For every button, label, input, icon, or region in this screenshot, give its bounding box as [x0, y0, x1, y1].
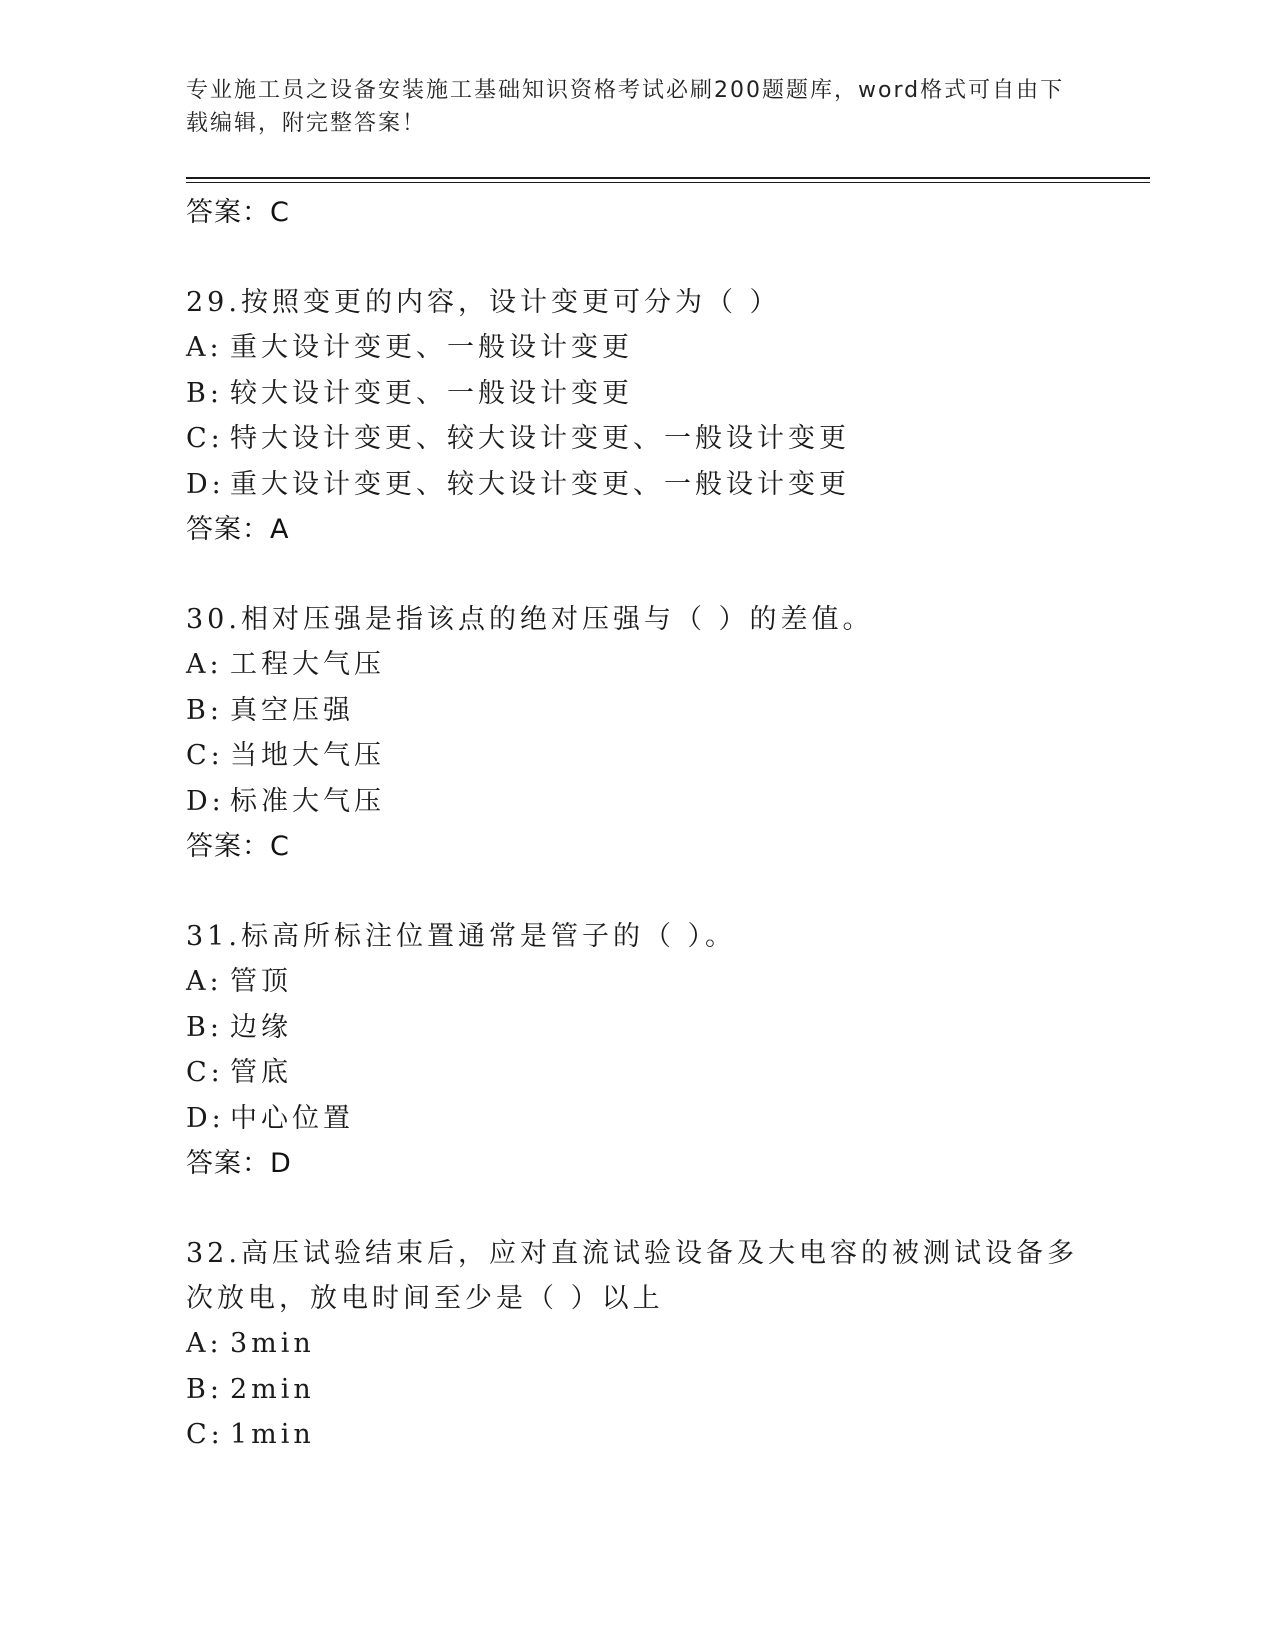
answer-line: 答案：D	[186, 1148, 292, 1179]
question-stem: 32.高压试验结束后，应对直流试验设备及大电容的被测试设备多次放电，放电时间至少是（ ）以上	[186, 1238, 1078, 1314]
option-c	[186, 1050, 1086, 1096]
option-letter: B:	[186, 694, 223, 726]
question-stem: 30.相对压强是指该点的绝对压强与（ ）的差值。	[186, 604, 874, 635]
option-text: 3min	[230, 1328, 315, 1359]
option-letter: A:	[186, 649, 223, 680]
option-text: 2min	[230, 1373, 315, 1405]
option-text: 真空压强	[230, 694, 354, 726]
option-text: 工程大气压	[230, 649, 385, 680]
option-b	[186, 371, 1086, 417]
option-text: 特大设计变更、较大设计变更、一般设计变更	[230, 423, 850, 454]
question-block	[186, 1231, 1086, 1458]
option-letter: C:	[186, 740, 224, 771]
option-b	[186, 1005, 1086, 1051]
option-letter: D:	[186, 785, 225, 817]
question-block	[186, 597, 1086, 870]
answer-line: 答案：C	[186, 831, 290, 862]
question-stem: 29.按照变更的内容，设计变更可分为（ ）	[186, 287, 781, 318]
option-letter: A:	[186, 966, 223, 997]
header-divider-thin	[186, 182, 1150, 183]
option-text: 当地大气压	[230, 740, 385, 771]
option-c	[186, 416, 1086, 462]
option-text: 1min	[230, 1419, 315, 1450]
option-letter: C:	[186, 423, 224, 454]
option-letter: D:	[186, 468, 225, 500]
option-letter: B:	[186, 1373, 223, 1405]
option-b	[186, 1367, 1086, 1413]
answer-line: 答案：C	[186, 197, 290, 228]
option-letter: C:	[186, 1419, 224, 1450]
option-letter: A:	[186, 1328, 223, 1359]
option-text: 边缘	[230, 1011, 292, 1043]
option-text: 管底	[230, 1057, 292, 1088]
option-letter: B:	[186, 377, 223, 409]
option-text: 管顶	[230, 966, 292, 997]
option-letter: B:	[186, 1011, 223, 1043]
option-c	[186, 1412, 1086, 1458]
option-text: 重大设计变更、较大设计变更、一般设计变更	[230, 468, 850, 500]
option-a	[186, 1321, 1086, 1367]
page-header: 专业施工员之设备安装施工基础知识资格考试必刷200题题库，word格式可自由下载编辑，附完整答案！	[186, 78, 1065, 136]
answer-line: 答案：A	[186, 514, 290, 545]
question-stem: 31.标高所标注位置通常是管子的（ ）。	[186, 921, 737, 952]
option-b	[186, 688, 1086, 734]
option-text: 重大设计变更、一般设计变更	[230, 332, 633, 363]
option-text: 中心位置	[230, 1102, 354, 1134]
option-d	[186, 462, 1086, 508]
question-block	[186, 914, 1086, 1187]
option-a	[186, 959, 1086, 1005]
option-letter: D:	[186, 1102, 225, 1134]
option-d	[186, 1096, 1086, 1142]
option-text: 标准大气压	[230, 785, 385, 817]
question-list	[186, 190, 1086, 1458]
option-letter: C:	[186, 1057, 224, 1088]
option-a	[186, 325, 1086, 371]
option-text: 较大设计变更、一般设计变更	[230, 377, 633, 409]
option-a	[186, 642, 1086, 688]
header-divider-thick	[186, 177, 1150, 179]
option-d	[186, 779, 1086, 825]
option-letter: A:	[186, 332, 223, 363]
option-c	[186, 733, 1086, 779]
question-block	[186, 280, 1086, 553]
